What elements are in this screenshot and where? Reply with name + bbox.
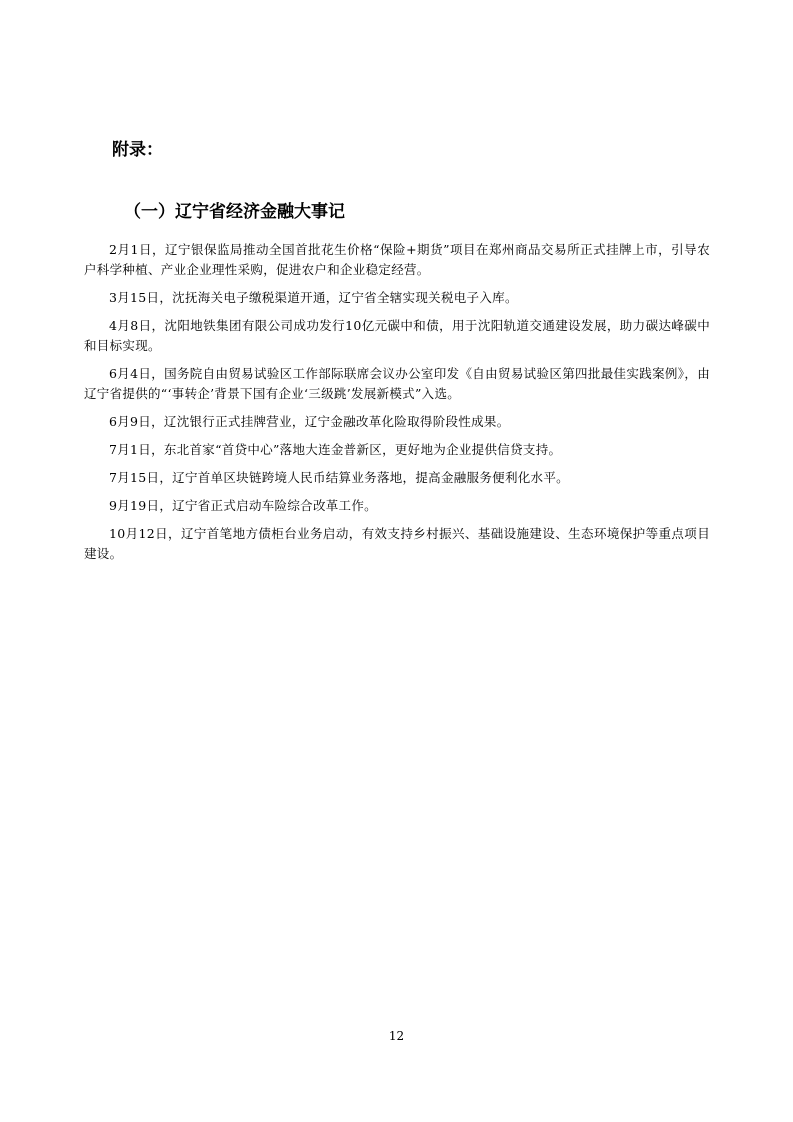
event-item: 6月9日，辽沈银行正式挂牌营业，辽宁金融改革化险取得阶段性成果。 [109,414,510,429]
event-item: 7月1日，东北首家“首贷中心”落地大连金普新区，更好地为企业提供信贷支持。 [109,442,562,457]
event-item: 3月15日，沈抚海关电子缴税渠道开通，辽宁省全辖实现关税电子入库。 [109,290,518,305]
page-number: 12 [388,1029,405,1043]
event-item: 2月1日，辽宁银保监局推动全国首批花生价格“保险+期货”项目在郑州商品交易所正式挂牌上市，引导农户科学种植、产业企业理性采购，促进农户和企业稳定经营。 [84,242,710,277]
appendix-title: 附录： [112,140,163,160]
event-item: 4月8日，沈阳地铁集团有限公司成功发行10亿元碳中和债，用于沈阳轨道交通建设发展，助力碳达峰碳中和目标实现。 [84,318,710,353]
section-title: （一）辽宁省经济金融大事记 [124,202,345,222]
event-item: 7月15日，辽宁首单区块链跨境人民币结算业务落地，提高金融服务便利化水平。 [109,470,569,485]
event-item: 9月19日，辽宁省正式启动车险综合改革工作。 [109,498,377,513]
events-list [84,240,710,572]
event-item: 6月4日，国务院自由贸易试验区工作部际联席会议办公室印发《自由贸易试验区第四批最佳实践案例》，由辽宁省提供的“‘事转企’背景下国有企业‘三级跳’发展新模式”入选。 [84,366,710,401]
event-item: 10月12日，辽宁首笔地方债柜台业务启动，有效支持乡村振兴、基础设施建设、生态环境保护等重点项目建设。 [84,526,710,561]
